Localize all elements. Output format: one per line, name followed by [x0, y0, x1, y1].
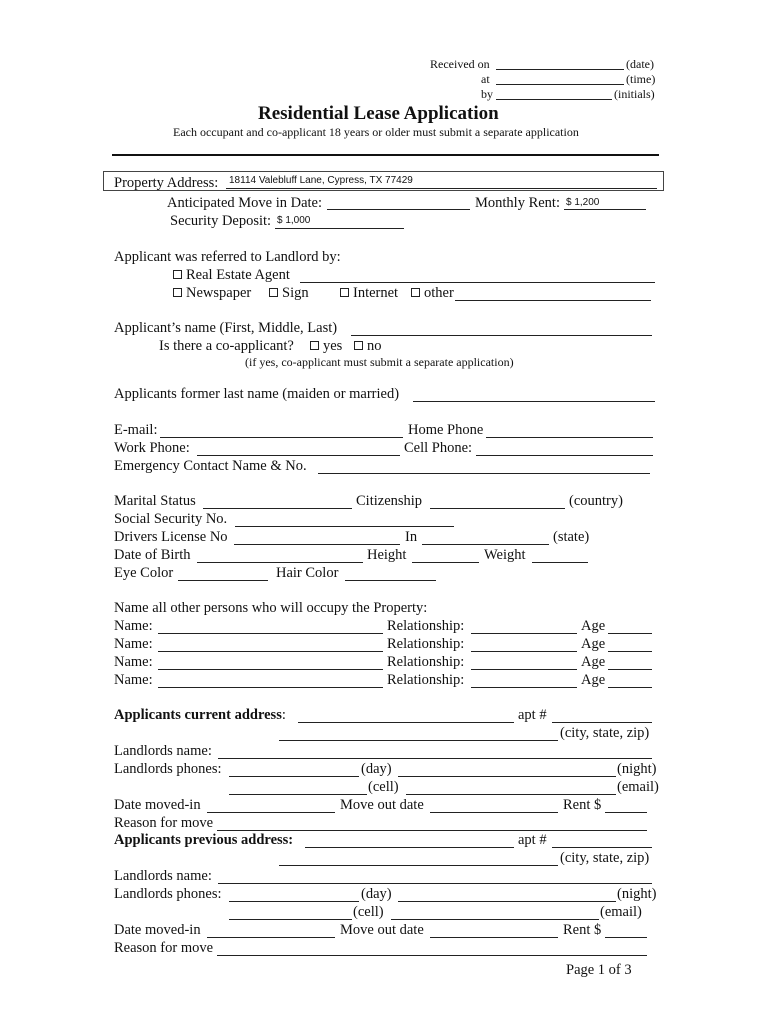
coapplicant-yes-option[interactable] — [310, 337, 342, 355]
email-field[interactable] — [160, 437, 403, 438]
work-phone-label: Work Phone: — [114, 440, 190, 456]
referral-internet-option[interactable] — [340, 284, 398, 302]
previous-apt-field[interactable] — [552, 847, 652, 848]
occupant-name-label: Name: — [114, 618, 153, 634]
security-deposit-value[interactable]: $ 1,000 — [277, 215, 311, 226]
time-hint: (time) — [626, 72, 656, 86]
occupant-name-field[interactable] — [158, 687, 383, 688]
previous-landlord-day-field[interactable] — [229, 901, 359, 902]
occupant-relationship-field[interactable] — [471, 669, 577, 670]
occupant-age-field[interactable] — [608, 651, 652, 652]
occupant-relationship-label: Relationship: — [387, 654, 465, 670]
monthly-rent-label: Monthly Rent: — [475, 195, 560, 211]
occupant-relationship-field[interactable] — [471, 687, 577, 688]
yes-label: yes — [323, 338, 343, 354]
state-hint: (state) — [553, 529, 590, 545]
marital-label: Marital Status — [114, 493, 196, 509]
night-hint: (night) — [617, 761, 657, 777]
occupant-age-label: Age — [581, 618, 606, 634]
referral-other-option[interactable] — [411, 284, 454, 302]
license-state-field[interactable] — [422, 544, 549, 545]
email-label: E-mail: — [114, 422, 158, 438]
former-name-label: Applicants former last name (maiden or married) — [114, 386, 400, 402]
marital-field[interactable] — [203, 508, 352, 509]
cell-hint: (cell) — [368, 779, 399, 795]
date-hint: (date) — [626, 57, 654, 71]
current-landlord-night-field[interactable] — [398, 776, 616, 777]
current-moved-in-label: Date moved-in — [114, 797, 201, 813]
occupant-name-field[interactable] — [158, 651, 383, 652]
previous-landlord-name-label: Landlords name: — [114, 868, 212, 884]
current-apt-field[interactable] — [552, 722, 652, 723]
occupants-heading: Name all other persons who will occupy the Property: — [114, 600, 428, 616]
current-address-heading: Applicants current address: — [114, 707, 286, 723]
current-city-hint: (city, state, zip) — [560, 725, 650, 741]
occupant-name-field[interactable] — [158, 633, 383, 634]
cell-hint: (cell) — [353, 904, 384, 920]
occupant-relationship-field[interactable] — [471, 633, 577, 634]
security-deposit-label: Security Deposit: — [170, 213, 272, 229]
internet-label: Internet — [353, 285, 399, 301]
dob-field[interactable] — [197, 562, 363, 563]
cell-phone-label: Cell Phone: — [404, 440, 473, 456]
occupant-relationship-label: Relationship: — [387, 636, 465, 652]
citizenship-label: Citizenship — [356, 493, 423, 509]
weight-label: Weight — [484, 547, 526, 563]
agent-label: Real Estate Agent — [186, 267, 290, 283]
email-hint: (email) — [600, 904, 642, 920]
eye-color-label: Eye Color — [114, 565, 174, 581]
license-state-label: In — [405, 529, 418, 545]
previous-city-field[interactable] — [279, 865, 558, 866]
height-field[interactable] — [412, 562, 479, 563]
coapplicant-question: Is there a co-applicant? — [159, 338, 294, 354]
page-subtitle: Each occupant and co-applicant 18 years or older must submit a separate application — [173, 125, 579, 139]
current-landlord-name-field[interactable] — [218, 758, 652, 759]
property-address-label: Property Address: — [114, 175, 219, 191]
received-date-line[interactable] — [496, 69, 624, 70]
applicant-name-field[interactable] — [351, 335, 652, 336]
current-landlord-day-field[interactable] — [229, 776, 359, 777]
occupant-relationship-label: Relationship: — [387, 672, 465, 688]
previous-move-out-label: Move out date — [340, 922, 424, 938]
previous-move-out-field[interactable] — [430, 937, 558, 938]
monthly-rent-value[interactable]: $ 1,200 — [566, 197, 600, 208]
current-landlord-phones-label: Landlords phones: — [114, 761, 222, 777]
current-landlord-name-label: Landlords name: — [114, 743, 212, 759]
previous-city-hint: (city, state, zip) — [560, 850, 650, 866]
drivers-license-label: Drivers License No — [114, 529, 228, 545]
home-phone-label: Home Phone — [408, 422, 484, 438]
sign-checkbox[interactable] — [269, 288, 278, 297]
security-deposit-line — [275, 228, 404, 229]
previous-apt-label: apt # — [518, 832, 547, 848]
cell-phone-field[interactable] — [476, 455, 653, 456]
previous-address-field[interactable] — [305, 847, 514, 848]
occupant-name-label: Name: — [114, 672, 153, 688]
current-rent-field[interactable] — [605, 812, 647, 813]
dob-label: Date of Birth — [114, 547, 191, 563]
current-move-out-label: Move out date — [340, 797, 424, 813]
hair-color-field[interactable] — [345, 580, 436, 581]
referral-heading: Applicant was referred to Landlord by: — [114, 249, 341, 265]
no-label: no — [367, 338, 382, 354]
previous-rent-field[interactable] — [605, 937, 647, 938]
country-hint: (country) — [569, 493, 623, 509]
night-hint: (night) — [617, 886, 657, 902]
current-landlord-email-field[interactable] — [406, 794, 616, 795]
occupant-age-field[interactable] — [608, 669, 652, 670]
eye-color-field[interactable] — [178, 580, 268, 581]
height-label: Height — [367, 547, 407, 563]
monthly-rent-line — [564, 209, 646, 210]
no-checkbox[interactable] — [354, 341, 363, 350]
occupant-age-field[interactable] — [608, 687, 652, 688]
occupant-age-label: Age — [581, 654, 606, 670]
ssn-label: Social Security No. — [114, 511, 228, 527]
referral-sign-option[interactable] — [269, 284, 309, 302]
move-in-label: Anticipated Move in Date: — [167, 195, 323, 211]
other-field[interactable] — [455, 300, 651, 301]
occupant-age-field[interactable] — [608, 633, 652, 634]
current-city-field[interactable] — [279, 740, 558, 741]
received-initials-line[interactable] — [496, 99, 612, 100]
emergency-label: Emergency Contact Name & No. — [114, 458, 307, 474]
occupant-name-field[interactable] — [158, 669, 383, 670]
received-time-line[interactable] — [496, 84, 624, 85]
previous-moved-in-label: Date moved-in — [114, 922, 201, 938]
coapplicant-no-option[interactable] — [354, 337, 382, 355]
newspaper-label: Newspaper — [186, 285, 252, 301]
received-on-label: Received on — [430, 57, 490, 71]
at-label: at — [481, 72, 490, 86]
referral-agent-option[interactable] — [173, 266, 290, 284]
property-address-value[interactable]: 18114 Valebluff Lane, Cypress, TX 77429 — [229, 175, 413, 186]
day-hint: (day) — [361, 761, 392, 777]
previous-landlord-phones-label: Landlords phones: — [114, 886, 222, 902]
previous-moved-in-field[interactable] — [207, 937, 335, 938]
current-rent-label: Rent $ — [563, 797, 602, 813]
occupant-relationship-field[interactable] — [471, 651, 577, 652]
current-address-field[interactable] — [298, 722, 514, 723]
current-apt-label: apt # — [518, 707, 547, 723]
occupant-age-label: Age — [581, 672, 606, 688]
occupant-age-label: Age — [581, 636, 606, 652]
previous-landlord-email-field[interactable] — [391, 919, 599, 920]
previous-reason-field[interactable] — [217, 955, 647, 956]
page-title: Residential Lease Application — [258, 103, 499, 124]
move-in-field[interactable] — [327, 209, 470, 210]
page-number: Page 1 of 3 — [566, 962, 632, 978]
previous-address-heading: Applicants previous address: — [114, 832, 294, 848]
drivers-license-field[interactable] — [234, 544, 400, 545]
current-moved-in-field[interactable] — [207, 812, 335, 813]
previous-landlord-night-field[interactable] — [398, 901, 616, 902]
newspaper-checkbox[interactable] — [173, 288, 182, 297]
current-landlord-cell-field[interactable] — [229, 794, 367, 795]
occupant-name-label: Name: — [114, 654, 153, 670]
coapplicant-note: (if yes, co-applicant must submit a separate application) — [245, 355, 514, 369]
current-move-out-field[interactable] — [430, 812, 558, 813]
header-rule — [112, 154, 659, 156]
agent-name-field[interactable] — [300, 282, 655, 283]
current-reason-label: Reason for move — [114, 815, 214, 831]
citizenship-field[interactable] — [430, 508, 565, 509]
yes-checkbox[interactable] — [310, 341, 319, 350]
property-address-line — [226, 188, 657, 189]
applicant-name-label: Applicant’s name (First, Middle, Last) — [114, 320, 338, 336]
ssn-field[interactable] — [235, 526, 454, 527]
referral-newspaper-option[interactable] — [173, 284, 251, 302]
other-label: other — [424, 285, 454, 301]
occupant-name-label: Name: — [114, 636, 153, 652]
previous-landlord-cell-field[interactable] — [229, 919, 352, 920]
email-hint: (email) — [617, 779, 659, 795]
home-phone-field[interactable] — [486, 437, 653, 438]
previous-landlord-name-field[interactable] — [218, 883, 652, 884]
sign-label: Sign — [282, 285, 309, 301]
work-phone-field[interactable] — [197, 455, 400, 456]
occupant-relationship-label: Relationship: — [387, 618, 465, 634]
other-checkbox[interactable] — [411, 288, 420, 297]
day-hint: (day) — [361, 886, 392, 902]
agent-checkbox[interactable] — [173, 270, 182, 279]
internet-checkbox[interactable] — [340, 288, 349, 297]
by-label: by — [481, 87, 493, 101]
previous-reason-label: Reason for move — [114, 940, 214, 956]
former-name-field[interactable] — [413, 401, 655, 402]
initials-hint: (initials) — [614, 87, 655, 101]
previous-rent-label: Rent $ — [563, 922, 602, 938]
emergency-field[interactable] — [318, 473, 650, 474]
weight-field[interactable] — [532, 562, 588, 563]
hair-color-label: Hair Color — [276, 565, 339, 581]
